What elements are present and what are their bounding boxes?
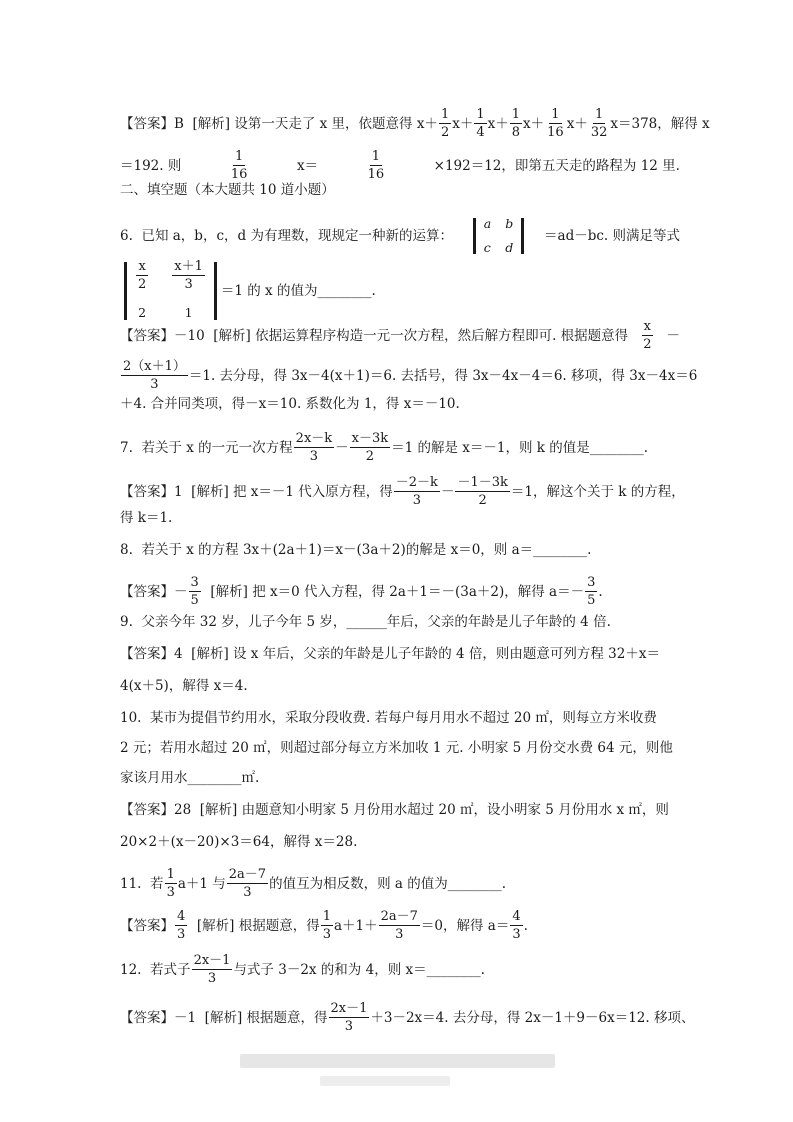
fraction: $\frac{2x-1}{3}$ [330, 1001, 368, 1034]
fraction: $\frac{1}{3}$ [166, 867, 175, 900]
text-line: 【答案】4 [解析] 设 x 年后，父亲的年龄是儿子年龄的 4 倍，则由题意可列方程 32＋x＝ [120, 646, 660, 662]
fraction: $\frac{x}{2}$ [138, 259, 147, 292]
text-line: 【答案】－ $\frac{3}{5}$ [解析] 把 x＝0 代入方程，得 2a＋1＝－(3a＋2)，解得 a＝－ $\frac{3}{5}$ . [120, 575, 603, 608]
fraction: $\frac{3}{5}$ [587, 575, 596, 608]
text-line: 【答案】 $\frac{4}{3}$ [解析] 根据题意，得 $\frac{1}{3}$ a＋1＋ $\frac{2a-7}{3}$ ＝0，解得 a＝ $\frac{4}{3}$ . [120, 909, 528, 942]
determinant-equation: $\frac{x}{2}$ $\frac{x+1}{3}$ 2 1 [124, 258, 217, 323]
fraction: $\frac{x-3k}{2}$ [351, 431, 389, 464]
text-line: 2 元；若用水超过 20 ㎡，则超过部分每立方米加收 1 元. 小明家 5 月份交水费 64 元，则他 [120, 740, 673, 756]
text-line: 【答案】B [解析] 设第一天走了 x 里，依题意得 x＋ $\frac{1}{2}$ x＋ $\frac{1}{4}$ x＋ $\frac{1}{8}$ x＋ $\frac{1}{16}$ x＋ $\frac{1}{32}$ x＝378，解得 x [120, 107, 710, 140]
fraction: $\frac{-1-3k}{2}$ [457, 475, 508, 508]
text-line: 9. 父亲今年 32 岁，儿子今年 5 岁，______年后，父亲的年龄是儿子年龄的 4 倍. [120, 614, 611, 630]
fraction: $\frac{1}{16}$ [547, 107, 564, 140]
text-line: 20×2＋(x－20)×3＝64，解得 x＝28. [120, 834, 358, 850]
text-line: 【答案】－10 [解析] 依据运算程序构造一元一次方程，然后解方程即可. 根据题意得 $\frac{x}{2}$ － [120, 319, 680, 352]
fraction: $\frac{1}{16}$ [367, 149, 385, 182]
fraction: $\frac{1}{8}$ [511, 107, 521, 140]
fraction: $\frac{3}{5}$ [190, 575, 199, 608]
fraction: $\frac{2x-k}{3}$ [295, 431, 333, 464]
text-line: 6. 已知 a，b，c，d 为有理数，现规定一种新的运算： a b c d ＝ad－bc. 则满足等式 [120, 214, 680, 258]
blurred-footer-2 [320, 1076, 450, 1086]
text-line: $\frac{x}{2}$ $\frac{x+1}{3}$ 2 1 ＝1 的 x 的值为________. [120, 258, 680, 323]
fraction: $\frac{1}{4}$ [476, 107, 485, 140]
text-line: 二、填空题（本大题共 10 道小题） [120, 182, 335, 198]
fraction: $\frac{2a-7}{3}$ [228, 867, 267, 900]
fraction: $\frac{-2-k}{3}$ [395, 475, 438, 508]
determinant-definition: a b c d [473, 214, 524, 258]
text-line: $\frac{2(x+1)}{3}$ ＝1. 去分母，得 3x－4(x＋1)＝6. 去括号，得 3x－4x－4＝6. 移项，得 3x－4x＝6 [123, 359, 698, 392]
fraction: $\frac{2(x+1)}{3}$ [123, 359, 186, 392]
text-line: 12. 若式子 $\frac{2x-1}{3}$ 与式子 3－2x 的和为 4，则 x＝________. [120, 953, 485, 986]
text-line: 10. 某市为提倡节约用水，采取分段收费. 若每户每月用水不超过 20 ㎡，则每立方米收费 [120, 710, 657, 726]
fraction: $\frac{4}{3}$ [512, 909, 521, 942]
text-line: ＋4. 合并同类项，得－x＝10. 系数化为 1，得 x＝－10. [120, 396, 460, 412]
text-line: 【答案】1 [解析] 把 x＝－1 代入原方程，得 $\frac{-2-k}{3}$ － $\frac{-1-3k}{2}$ ＝1，解这个关于 k 的方程， [120, 475, 685, 508]
text-line: 4(x＋5)，解得 x＝4. [120, 678, 248, 694]
text-line: 家该月用水________㎡. [120, 770, 260, 786]
fraction: $\frac{1}{16}$ [230, 149, 248, 182]
text-line: 7. 若关于 x 的一元一次方程 $\frac{2x-k}{3}$ － $\frac{x-3k}{2}$ ＝1 的解是 x＝－1，则 k 的值是________. [120, 431, 649, 464]
blurred-footer [240, 1054, 555, 1068]
text-line: 【答案】28 [解析] 由题意知小明家 5 月份用水超过 20 ㎡，设小明家 5 月份用水 x ㎡，则 [120, 802, 669, 818]
fraction: $\frac{1}{2}$ [440, 107, 450, 140]
fraction: $\frac{x}{2}$ [643, 319, 652, 352]
fraction: $\frac{x+1}{3}$ [174, 259, 203, 292]
text-line: 11. 若 $\frac{1}{3}$ a＋1 与 $\frac{2a-7}{3}$ 的值互为相反数，则 a 的值为________. [120, 867, 507, 900]
fraction: $\frac{1}{32}$ [590, 107, 608, 140]
text-line: 得 k＝1. [120, 510, 173, 526]
fraction: $\frac{2a-7}{3}$ [380, 909, 418, 942]
text-line: 8. 若关于 x 的方程 3x＋(2a＋1)＝x－(3a＋2)的解是 x＝0，则 a＝________. [120, 542, 592, 558]
fraction: $\frac{4}{3}$ [177, 909, 186, 942]
text-line: ＝192. 则 $\frac{1}{16}$ x＝ $\frac{1}{16}$ ×192＝12，即第五天走的路程为 12 里. [120, 149, 680, 182]
fraction: $\frac{2x-1}{3}$ [193, 953, 231, 986]
fraction: $\frac{1}{3}$ [322, 909, 331, 942]
text-line: 【答案】－1 [解析] 根据题意，得 $\frac{2x-1}{3}$ ＋3－2x＝4. 去分母，得 2x－1＋9－6x＝12. 移项、 [120, 1001, 695, 1034]
